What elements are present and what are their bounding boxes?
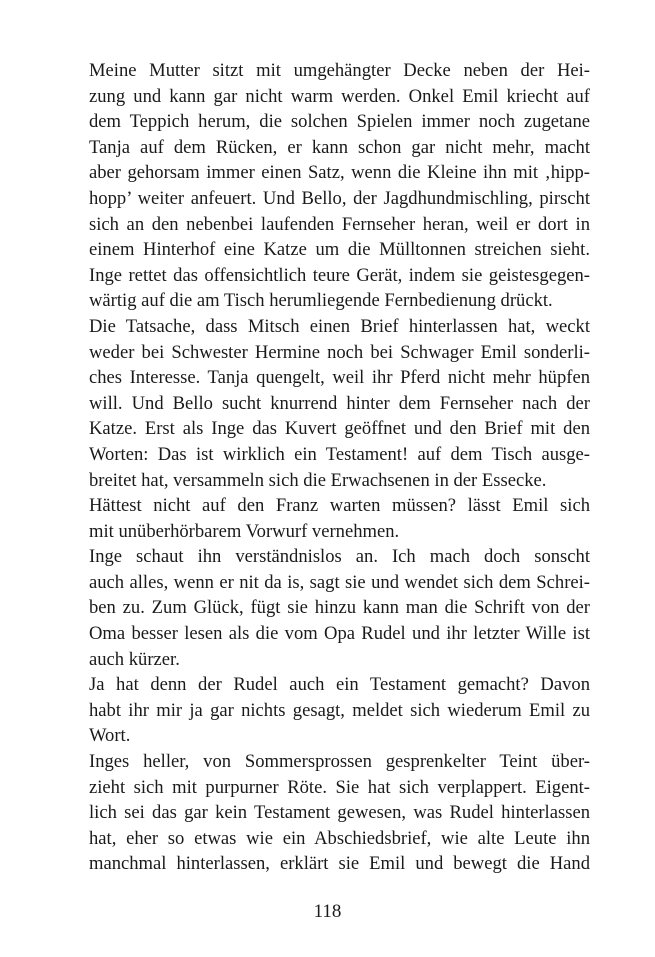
text-line: aber gehorsam immer einen Satz, wenn die Kleine ihn mit ‚hipp- <box>89 162 590 184</box>
text-line: dem Teppich herum, die solchen Spielen immer noch zugetane <box>89 111 590 133</box>
paragraph-3 <box>62 493 590 544</box>
paragraph-6 <box>62 749 590 877</box>
text-line: zung und kann gar nicht warm werden. Onkel Emil kriecht auf <box>89 85 590 107</box>
paragraph-2 <box>62 314 590 493</box>
paragraph-4 <box>62 544 590 672</box>
text-line: Inges heller, von Sommersprossen gesprenkelter Teint über- <box>89 751 590 773</box>
text-line: hopp’ weiter anfeuert. Und Bello, der Jagdhundmischling, pirscht <box>89 187 590 209</box>
text-line: weder bei Schwester Hermine noch bei Schwager Emil sonderli- <box>89 341 590 363</box>
text-line: Worten: Das ist wirklich ein Testament! auf dem Tisch ausge- <box>89 443 590 465</box>
paragraph-5 <box>62 672 590 749</box>
page-body <box>62 58 590 877</box>
text-line: lich sei das gar kein Testament gewesen, was Rudel hinterlassen <box>89 802 590 824</box>
text-line: breitet hat, versammeln sich die Erwachsenen in der Essecke. <box>89 469 547 491</box>
text-line: Tanja auf dem Rücken, er kann schon gar nicht mehr, macht <box>89 136 590 158</box>
text-line: ben zu. Zum Glück, fügt sie hinzu kann man die Schrift von der <box>89 597 590 619</box>
text-line: mit unüberhörbarem Vorwurf vernehmen. <box>89 520 400 542</box>
text-line: einem Hinterhof eine Katze um die Mülltonnen streichen sieht. <box>89 239 590 261</box>
text-line: auch kürzer. <box>89 648 180 670</box>
text-line: Oma besser lesen als die vom Opa Rudel und ihr letzter Wille ist <box>89 623 590 645</box>
text-line: Inge rettet das offensichtlich teure Gerät, indem sie geistesgegen- <box>89 264 590 286</box>
text-line: Hättest nicht auf den Franz warten müssen? lässt Emil sich <box>89 495 590 517</box>
text-line: Die Tatsache, dass Mitsch einen Brief hinterlassen hat, weckt <box>89 315 590 337</box>
text-line: Inge schaut ihn verständnislos an. Ich mach doch sonscht <box>89 546 590 568</box>
text-line: Katze. Erst als Inge das Kuvert geöffnet und den Brief mit den <box>89 418 590 440</box>
paragraph-1 <box>62 58 590 314</box>
text-line: habt ihr mir ja gar nichts gesagt, meldet sich wiederum Emil zu <box>89 699 590 721</box>
text-line: Wort. <box>89 725 131 747</box>
text-line: manchmal hinterlassen, erklärt sie Emil und bewegt die Hand <box>89 853 590 875</box>
text-line: zieht sich mit purpurner Röte. Sie hat sich verplappert. Eigent- <box>89 776 590 798</box>
text-line: ches Interesse. Tanja quengelt, weil ihr Pferd nicht mehr hüpfen <box>89 367 590 389</box>
text-line: hat, eher so etwas wie ein Abschiedsbrief, wie alte Leute ihn <box>89 827 590 849</box>
text-line: Ja hat denn der Rudel auch ein Testament gemacht? Davon <box>89 674 590 696</box>
text-line: will. Und Bello sucht knurrend hinter dem Fernseher nach der <box>89 392 590 414</box>
text-line: Meine Mutter sitzt mit umgehängter Decke neben der Hei- <box>89 60 590 81</box>
text-line: auch alles, wenn er nit da is, sagt sie und wendet sich dem Schrei- <box>89 571 590 593</box>
text-line: wärtig auf die am Tisch herumliegende Fernbedienung drückt. <box>89 290 553 312</box>
text-line: sich an den nebenbei laufenden Fernseher heran, weil er dort in <box>89 213 590 235</box>
page-number: 118 <box>313 901 342 922</box>
